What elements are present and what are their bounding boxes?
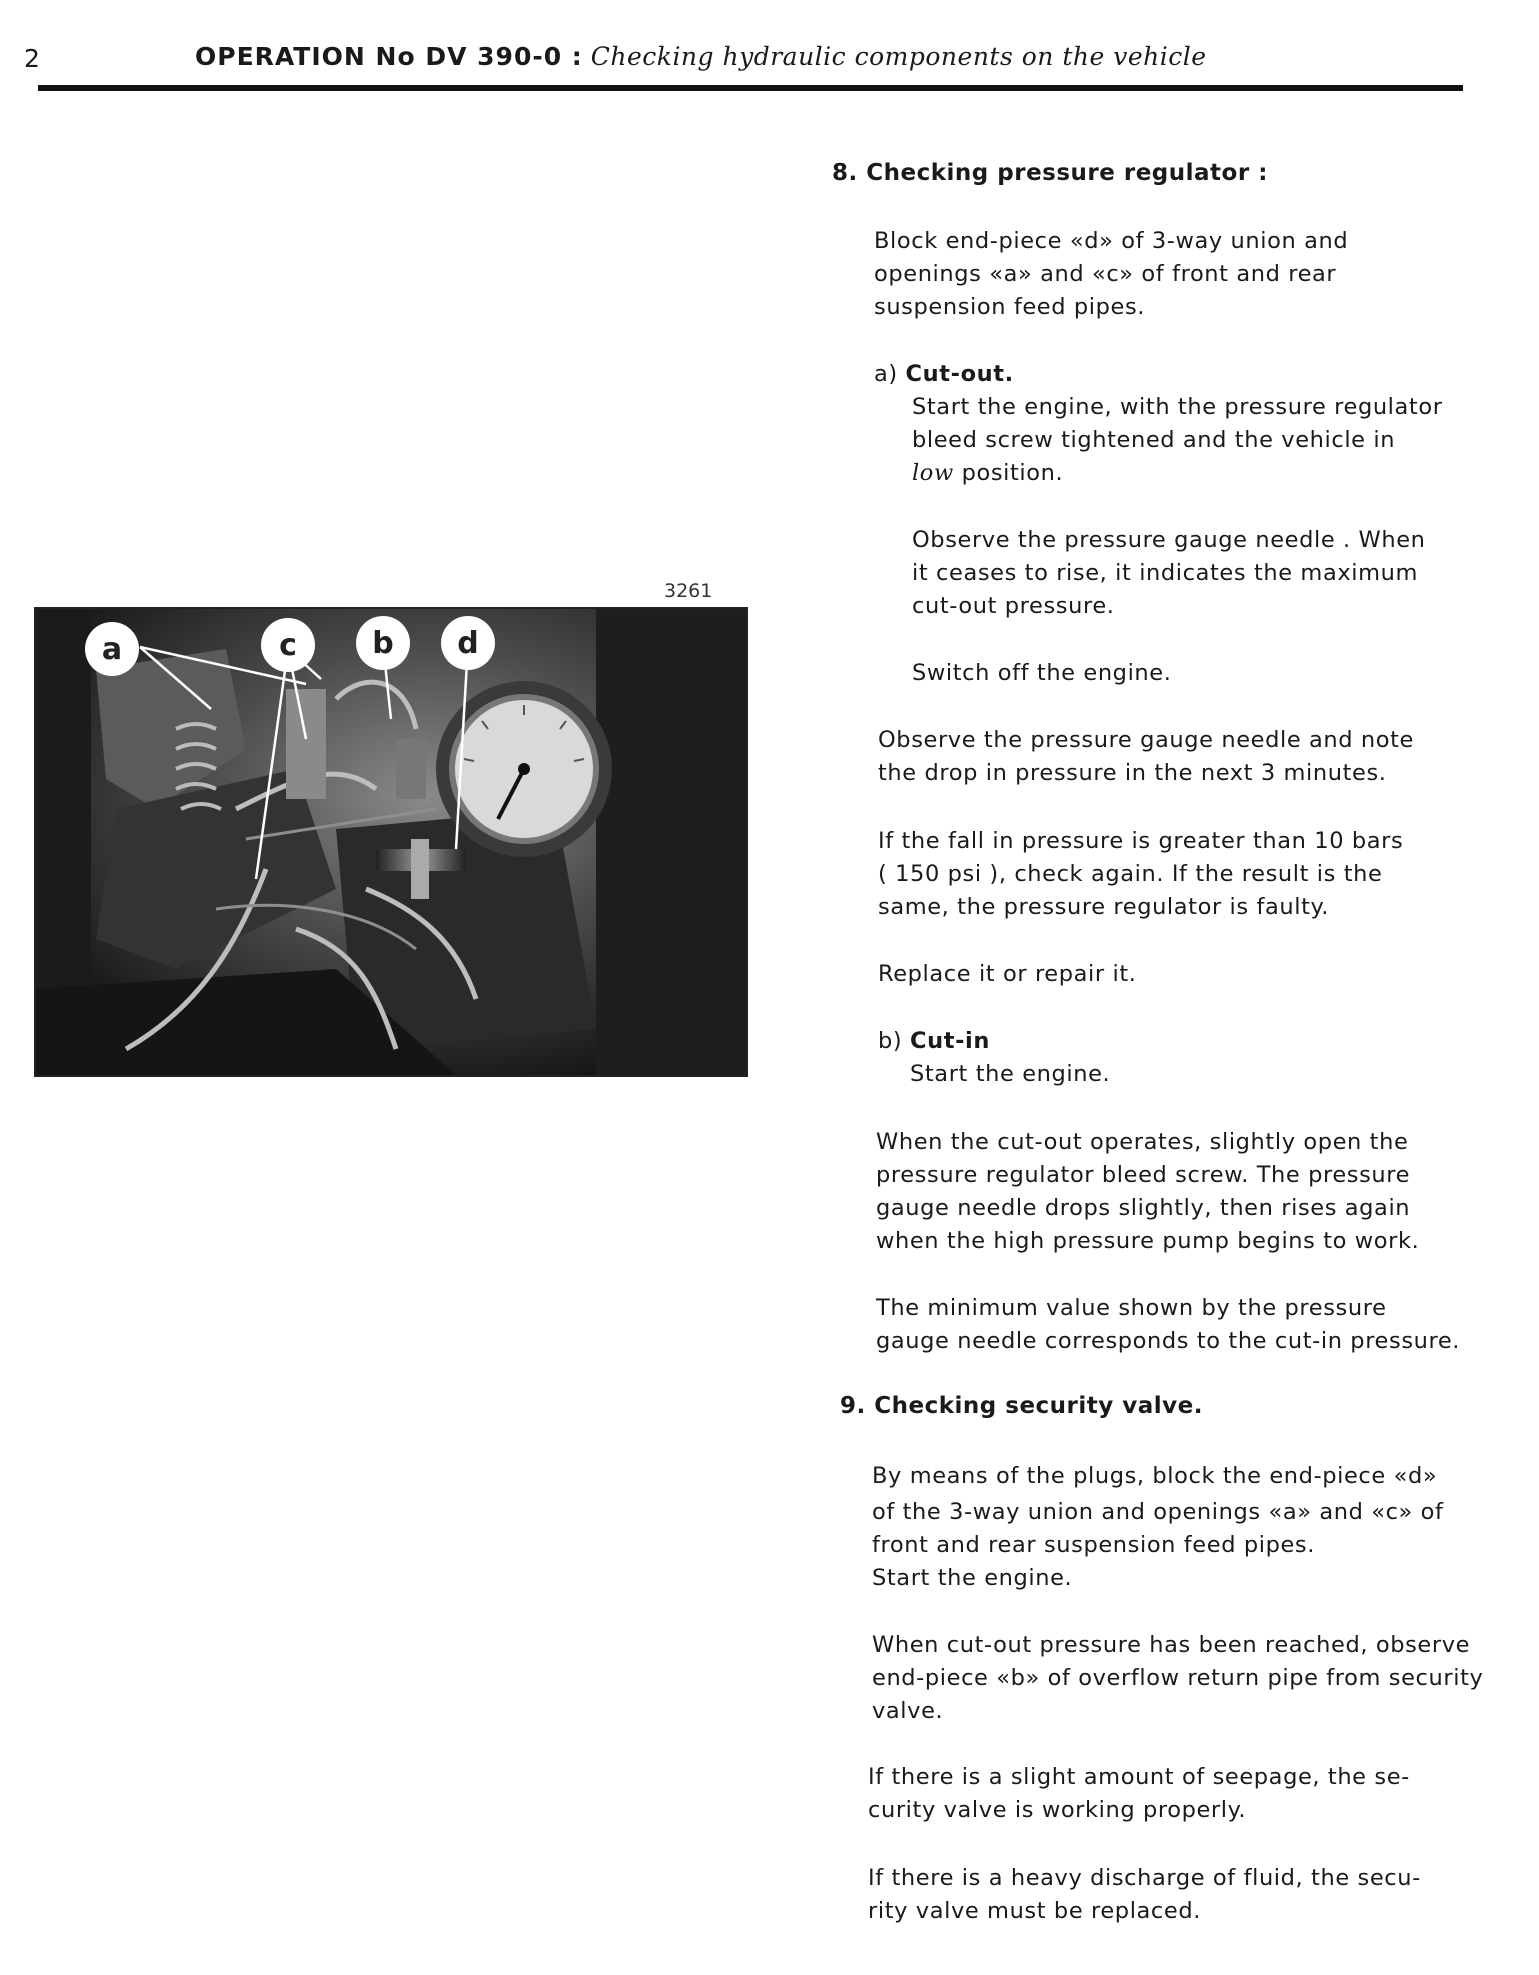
callout-a-label: a (101, 632, 123, 667)
subsection-b-label: b) (878, 1028, 903, 1054)
intro-line-1: Block end-piece «d» of 3-way union and (874, 228, 1349, 254)
fall-line-1: If the fall in pressure is greater than 10 bars (878, 828, 1404, 854)
subsection-a-title: Cut-out. (905, 361, 1014, 387)
subsection-b-title: Cut-in (910, 1028, 990, 1054)
observe-line-2: it ceases to rise, it indicates the maximum (912, 560, 1418, 586)
fall-line-2: ( 150 psi ), check again. If the result is the (878, 861, 1383, 887)
subsection-a-label: a) (874, 361, 898, 387)
callout-c-label: c (279, 628, 297, 663)
operation-number: OPERATION No DV 390-0 : (195, 42, 583, 71)
heavy-line-2: rity valve must be replaced. (868, 1898, 1201, 1924)
fall-line-3: same, the pressure regulator is faulty. (878, 894, 1329, 920)
section-9-heading: 9. Checking security valve. (840, 1393, 1204, 1419)
observe-line-1: Observe the pressure gauge needle . When (912, 527, 1426, 553)
seepage-line-2: curity valve is working properly. (868, 1797, 1247, 1823)
minimum-line-1: The minimum value shown by the pressure (876, 1295, 1387, 1321)
heavy-line-1: If there is a heavy discharge of fluid, the secu- (868, 1865, 1421, 1891)
minimum-line-2: gauge needle corresponds to the cut-in pressure. (876, 1328, 1461, 1354)
replace-line: Replace it or repair it. (878, 961, 1137, 987)
callout-d-label: d (457, 626, 479, 661)
observe-drop-line-1: Observe the pressure gauge needle and note (878, 727, 1414, 753)
seepage-line-1: If there is a slight amount of seepage, the se- (868, 1764, 1410, 1790)
reached-line-1: When cut-out pressure has been reached, observe (872, 1632, 1471, 1658)
subsection-b-heading (878, 1025, 990, 1058)
operation-subtitle: Checking hydraulic components on the vehicle (590, 42, 1207, 71)
observe-line-3: cut-out pressure. (912, 593, 1115, 619)
cutin-line-1: Start the engine. (910, 1061, 1111, 1087)
cutout-operates-line-4: when the high pressure pump begins to work. (876, 1228, 1420, 1254)
cutout-operates-line-1: When the cut-out operates, slightly open the (876, 1129, 1409, 1155)
reached-line-3: valve. (872, 1698, 944, 1724)
cutout-line-3-rest: position. (953, 460, 1064, 486)
intro-line-3: suspension feed pipes. (874, 294, 1146, 320)
switch-off-line: Switch off the engine. (912, 660, 1172, 686)
plugs-line-1: By means of the plugs, block the end-piece «d» (872, 1463, 1438, 1489)
callout-b-label: b (372, 626, 394, 661)
low-italic: low (912, 460, 954, 486)
reached-line-2: end-piece «b» of overflow return pipe from security (872, 1665, 1484, 1691)
page-number: 2 (24, 44, 40, 73)
plugs-line-3: front and rear suspension feed pipes. (872, 1532, 1315, 1558)
cutout-line-2: bleed screw tightened and the vehicle in (912, 427, 1396, 453)
figure-number: 3261 (664, 580, 713, 602)
subsection-a-heading (874, 358, 1014, 391)
cutout-line-1: Start the engine, with the pressure regulator (912, 394, 1443, 420)
plugs-line-2: of the 3-way union and openings «a» and «c» of (872, 1499, 1444, 1525)
plugs-line-4: Start the engine. (872, 1565, 1073, 1591)
cutout-operates-line-3: gauge needle drops slightly, then rises again (876, 1195, 1411, 1221)
cutout-line-3 (912, 457, 1063, 490)
observe-drop-line-2: the drop in pressure in the next 3 minutes. (878, 760, 1387, 786)
cutout-operates-line-2: pressure regulator bleed screw. The pressure (876, 1162, 1411, 1188)
section-8-heading: 8. Checking pressure regulator : (832, 160, 1268, 186)
intro-line-2: openings «a» and «c» of front and rear (874, 261, 1337, 287)
